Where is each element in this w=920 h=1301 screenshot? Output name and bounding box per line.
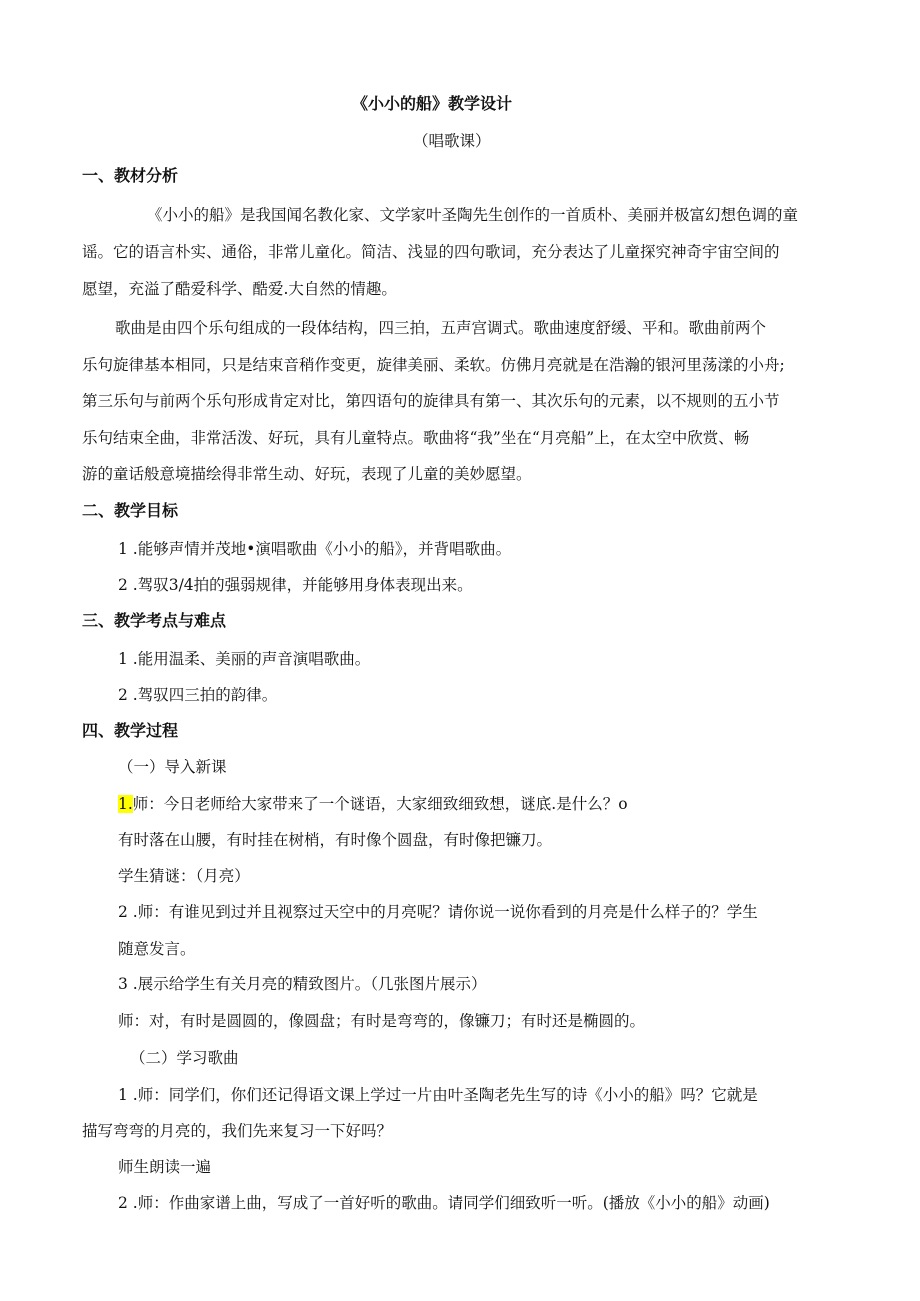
subsection-heading: （二）学习歌曲 <box>130 1049 239 1067</box>
list-item-highlighted: 1.师：今日老师给大家带来了一个谜语，大家细致细致想，谜底.是什么？o <box>118 795 628 813</box>
list-item: 2 .师：有谁见到过并且视察过天空中的月亮呢？请你说一说你看到的月亮是什么样子的？学生 <box>118 903 758 921</box>
section-heading-1: 一、教材分析 <box>82 166 179 185</box>
paragraph-line: 歌曲是由四个乐句组成的一段体结构，四三拍，五声宫调式。歌曲速度舒缓、平和。歌曲前两个 <box>115 319 767 337</box>
section-heading-3: 三、教学考点与难点 <box>82 611 227 630</box>
document-title: 《小小的船》教学设计 <box>352 94 513 113</box>
document-subtitle: （唱歌课） <box>413 132 491 150</box>
list-item: 1 .能用温柔、美丽的声音演唱歌曲。 <box>118 650 371 668</box>
list-item: 1 .师：同学们，你们还记得语文课上学过一片由叶圣陶老先生写的诗《小小的船》吗？它就是 <box>118 1086 758 1104</box>
paragraph-line: 学生猜谜：（月亮） <box>118 867 250 885</box>
section-heading-4: 四、教学过程 <box>82 721 179 740</box>
list-item: 2 .驾驭四三拍的韵律。 <box>118 686 278 704</box>
paragraph-line: 有时落在山腰，有时挂在树梢，有时像个圆盘，有时像把镰刀。 <box>118 831 553 849</box>
paragraph-line: 谣。它的语言朴实、通俗，非常儿童化。简洁、浅显的四句歌词，充分表达了儿童探究神奇宇宙空间的 <box>82 243 780 261</box>
paragraph-line: 《小小的船》是我国闻名教化家、文学家叶圣陶先生创作的一首质朴、美丽并极富幻想色调的童 <box>147 206 799 224</box>
paragraph-line: 乐句旋律基本相同，只是结束音稍作变更，旋律美丽、柔软。仿佛月亮就是在浩瀚的银河里荡漾的小舟; <box>82 356 785 374</box>
subsection-heading: （一）导入新课 <box>118 758 227 776</box>
section-heading-2: 二、教学目标 <box>82 501 179 520</box>
paragraph-line: 师生朗读一遍 <box>118 1158 212 1176</box>
paragraph-line: 愿望，充溢了酷爱科学、酷爱.大自然的情趣。 <box>82 280 397 298</box>
paragraph-line: 随意发言。 <box>118 940 196 958</box>
list-item: 1 .能够声情并茂地•演唱歌曲《小小的船》，并背唱歌曲。 <box>118 540 512 558</box>
paragraph-line: 师：对，有时是圆圆的，像圆盘；有时是弯弯的，像镰刀；有时还是椭圆的。 <box>118 1012 646 1030</box>
paragraph-line: 游的童话般意境描绘得非常生动、好玩，表现了儿童的美妙愿望。 <box>82 465 532 483</box>
paragraph-line: 乐句结束全曲，非常活泼、好玩，具有儿童特点。歌曲将“我”坐在“月亮船”上，在太空中欣赏、畅 <box>82 429 750 447</box>
list-item: 3 .展示给学生有关月亮的精致图片。（几张图片展示） <box>118 975 487 993</box>
paragraph-line: 第三乐句与前两个乐句形成肯定对比，第四语句的旋律具有第一、其次乐句的元素，以不规则的五小节 <box>82 392 780 410</box>
list-item: 2 .师：作曲家谱上曲，写成了一首好听的歌曲。请同学们细致听一听。(播放《小小的船》动画) <box>118 1194 770 1212</box>
highlight-mark: 1. <box>118 795 133 813</box>
paragraph-line: 描写弯弯的月亮的，我们先来复习一下好吗？ <box>82 1122 393 1140</box>
list-item: 2 .驾驭3/4拍的强弱规律，并能够用身体表现出来。 <box>118 576 473 594</box>
